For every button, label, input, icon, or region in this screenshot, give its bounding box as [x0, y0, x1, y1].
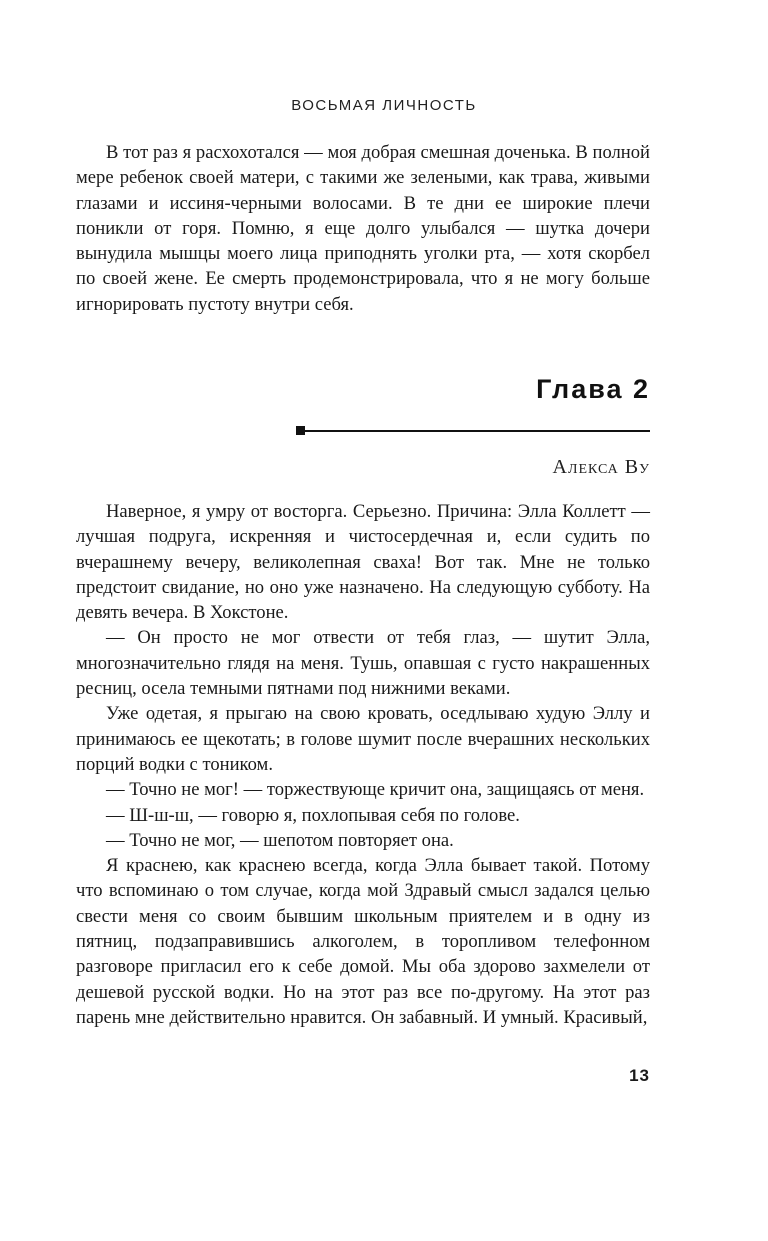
page-number: 13	[629, 1066, 650, 1085]
intro-text-block	[76, 140, 650, 317]
chapter-rule	[296, 430, 650, 432]
running-head: ВОСЬМАЯ ЛИЧНОСТЬ	[291, 97, 477, 114]
chapter-pov-name: Алекса Ву	[552, 456, 650, 478]
paragraph: Наверное, я умру от восторга. Серьезно. Причина: Элла Коллетт — лучшая подруга, искренняя и чистосердечная и, если судить по вчерашнему вечеру, великолепная сваха! Вот так. Мне не только предстоит свидание, но оно уже назначено. На следующую субботу. На девять вечера. В Хокстоне.	[76, 501, 650, 624]
chapter-title: Глава 2	[536, 374, 650, 404]
paragraph: — Ш-ш-ш, — говорю я, похлопывая себя по голове.	[106, 804, 520, 826]
chapter-text-block	[76, 499, 650, 1030]
paragraph: Уже одетая, я прыгаю на свою кровать, оседлываю худую Эллу и принимаюсь ее щекотать; в голове шумит после вчерашних нескольких порций водки с тоником.	[76, 703, 650, 775]
paragraph: В тот раз я расхохотался — моя добрая смешная доченька. В полной мере ребенок своей матери, с такими же зелеными, как трава, живыми глазами и иссиня-черными волосами. В те дни ее широкие плечи поникли от горя. Помню, я еще долго улыбался — шутка дочери вынудила мышцы моего лица приподнять уголки рта, — хотя скорбел по своей жене. Ее смерть продемонстрировала, что я не могу больше игнорировать пустоту внутри себя.	[76, 142, 650, 315]
paragraph: Я краснею, как краснею всегда, когда Элла бывает такой. Потому что вспоминаю о том случае, когда мой Здравый смысл задался целью свести меня со своим бывшим школьным приятелем и в одну из пятниц, подзаправившись алкоголем, в торопливом телефонном разговоре пригласил его к себе домой. Мы оба здорово захмелели от дешевой русской водки. Но на этот раз все по-другому. На этот раз парень мне действительно нравится. Он забавный. И умный. Красивый,	[76, 855, 650, 1028]
paragraph: — Точно не мог, — шепотом повторяет она.	[106, 829, 454, 851]
paragraph: — Он просто не мог отвести от тебя глаз, — шутит Элла, многозначительно глядя на меня. Тушь, опавшая с густо накрашенных ресниц, осела темными пятнами под нижними веками.	[76, 627, 650, 700]
paragraph: — Точно не мог! — торжествующе кричит она, защищаясь от меня.	[106, 779, 645, 801]
